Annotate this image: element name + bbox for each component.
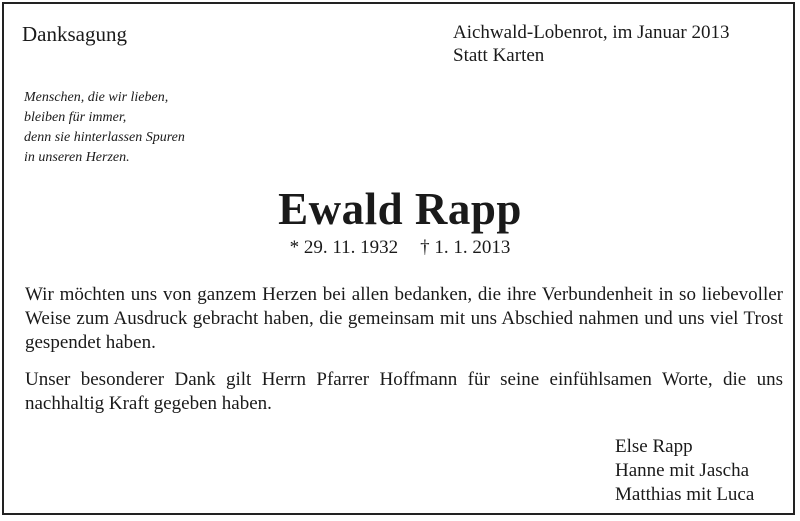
statt-karten-note: Statt Karten	[453, 45, 545, 66]
memorial-verse	[24, 88, 185, 168]
signer-name: Hanne mit Jascha	[615, 460, 750, 481]
place-date: Aichwald-Lobenrot, im Januar 2013	[453, 22, 730, 43]
verse-line: Menschen, die wir lieben,	[24, 90, 169, 105]
signatures	[615, 435, 754, 507]
life-dates	[0, 236, 800, 260]
verse-line: in unseren Herzen.	[24, 150, 130, 165]
special-thanks-paragraph: Unser besonderer Dank gilt Herrn Pfarrer Hoffmann für seine einfühlsamen Worte, die uns nachhaltig Kraft gegeben haben.	[25, 369, 783, 414]
signer-name: Matthias mit Luca	[615, 484, 755, 505]
death-date: † 1. 1. 2013	[420, 237, 511, 258]
signer-name: Else Rapp	[615, 436, 693, 457]
thanks-paragraph: Wir möchten uns von ganzem Herzen bei allen bedanken, die ihre Verbundenheit in so liebevoller Weise zum Ausdruck gebracht haben, die gemeinsam mit uns Abschied nahmen und uns viel Trost gespendet haben.	[25, 284, 783, 353]
verse-line: bleiben für immer,	[24, 110, 127, 125]
verse-line: denn sie hinterlassen Spuren	[24, 130, 185, 145]
deceased-name: Ewald Rapp	[278, 184, 522, 234]
notice-heading: Danksagung	[22, 22, 127, 46]
birth-date: * 29. 11. 1932	[289, 237, 399, 258]
